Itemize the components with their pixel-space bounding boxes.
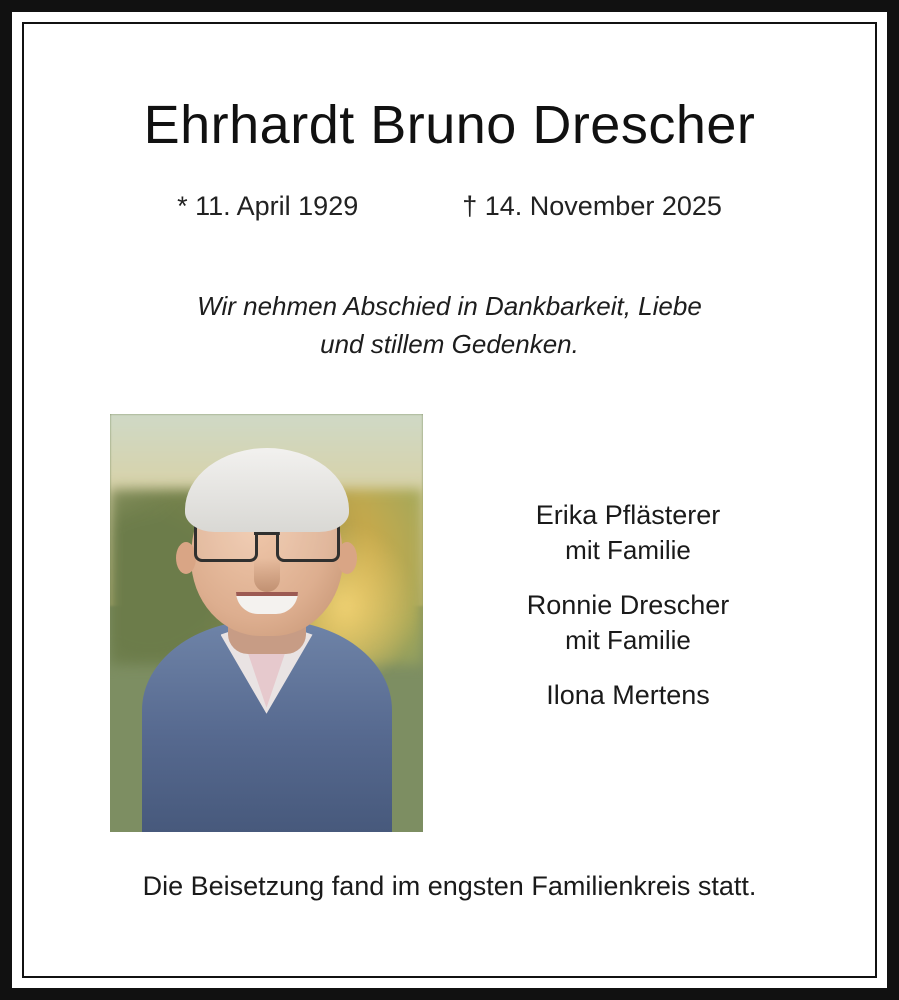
portrait-container <box>110 414 423 832</box>
obituary-inner-frame <box>22 22 877 978</box>
obituary-content <box>24 24 875 976</box>
birth-date: * 11. April 1929 <box>177 191 359 222</box>
verse-line-2: und stillem Gedenken. <box>320 329 579 360</box>
survivor-suffix: mit Familie <box>565 535 691 566</box>
death-date: † 14. November 2025 <box>462 191 722 222</box>
list-item <box>423 588 833 658</box>
survivor-suffix: mit Familie <box>565 625 691 656</box>
memorial-verse <box>66 288 833 363</box>
survivor-name: Ilona Mertens <box>546 679 710 710</box>
survivors-list <box>423 414 833 714</box>
list-item <box>423 498 833 568</box>
list-item <box>423 678 833 714</box>
life-dates <box>66 191 833 222</box>
portrait-and-survivors <box>66 414 833 832</box>
survivor-name: Ronnie Drescher <box>526 589 730 620</box>
verse-line-1: Wir nehmen Abschied in Dankbarkeit, Liebe <box>197 291 702 322</box>
portrait-photo <box>110 414 423 832</box>
funeral-note: Die Beisetzung fand im engsten Familienkreis statt. <box>142 871 757 901</box>
photo-nose <box>254 558 280 592</box>
deceased-name: Ehrhardt Bruno Drescher <box>143 95 756 155</box>
survivor-name: Erika Pflästerer <box>535 499 721 530</box>
